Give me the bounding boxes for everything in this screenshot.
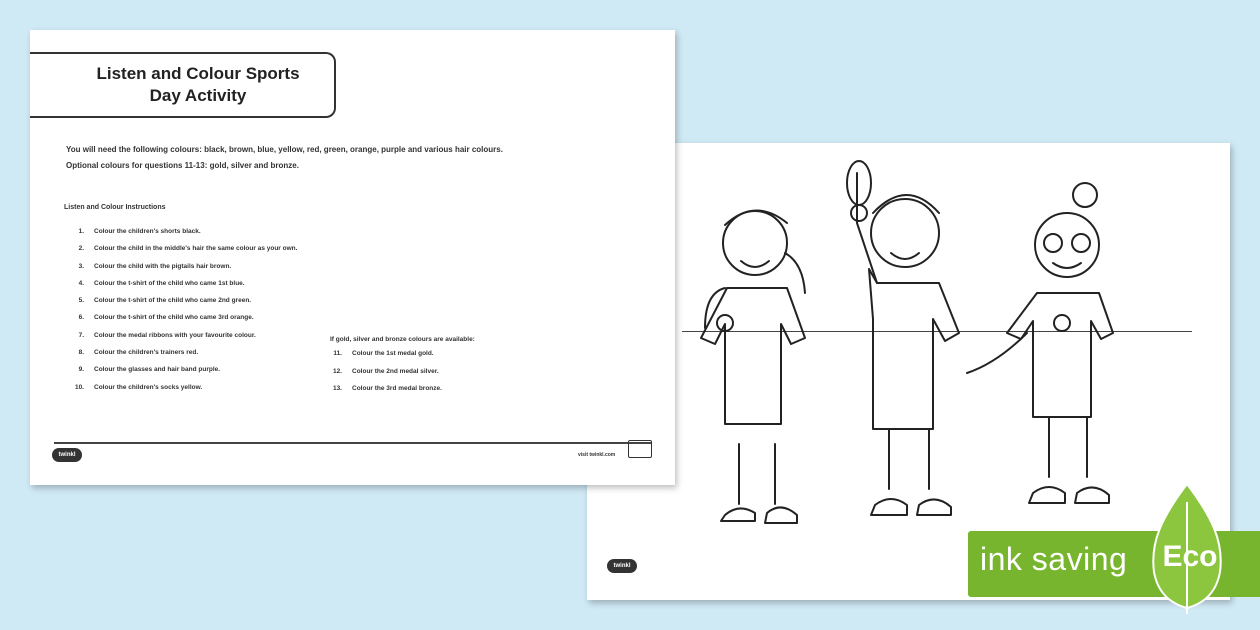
step-number: 6. [78, 314, 84, 322]
step-text: Colour the children's socks yellow. [94, 383, 203, 391]
footer-divider [54, 442, 651, 444]
intro-text [66, 142, 503, 174]
step-number: 9. [78, 366, 84, 374]
step-text: Colour the child with the pigtails hair brown. [94, 262, 232, 270]
ink-saving-text: ink saving [980, 541, 1128, 577]
step-text: Colour the child in the middle's hair the same colour as your own. [94, 245, 298, 253]
title-line-2: Day Activity [149, 86, 247, 105]
eco-label: Eco [1162, 540, 1218, 573]
child-middle [847, 161, 959, 515]
worksheet-title [62, 52, 336, 118]
step-text: Colour the medal ribbons with your favourite colour. [94, 331, 256, 339]
list-item [60, 349, 297, 366]
step-text: Colour the 2nd medal silver. [352, 367, 439, 375]
step-text: Colour the children's shorts black. [94, 228, 201, 235]
twinkl-logo: twinkl [607, 559, 637, 573]
child-right [967, 183, 1113, 503]
step-text: Colour the 1st medal gold. [352, 350, 434, 357]
twinkl-logo: twinkl [52, 448, 82, 462]
step-number: 2. [78, 245, 84, 253]
intro-line-1: You will need the following colours: black, brown, blue, yellow, red, green, orange, purple and various hair colours. [66, 145, 503, 154]
step-text: Colour the t-shirt of the child who came 3rd orange. [94, 314, 254, 322]
step-number: 5. [78, 297, 84, 305]
instructions-heading: Listen and Colour Instructions [64, 204, 166, 211]
step-number: 3. [78, 262, 84, 270]
list-item [60, 332, 297, 349]
children-illustration [587, 143, 1230, 543]
step-text: Colour the t-shirt of the child who came 2nd green. [94, 297, 252, 305]
footer-link: visit twinkl.com [578, 452, 616, 458]
step-number: 1. [78, 228, 84, 235]
list-item [60, 245, 297, 262]
list-item [60, 228, 297, 245]
step-number: 10. [74, 383, 84, 391]
step-number: 4. [78, 279, 84, 287]
list-item [60, 366, 297, 383]
step-number: 12. [332, 367, 342, 375]
intro-line-2: Optional colours for questions 11-13: gold, silver and bronze. [66, 161, 299, 170]
step-text: Colour the 3rd medal bronze. [352, 385, 442, 392]
footer-badge-icon [628, 440, 652, 458]
title-line-1: Listen and Colour Sports [96, 64, 300, 83]
list-item [60, 314, 297, 331]
step-number: 8. [78, 349, 84, 357]
list-item [60, 280, 297, 297]
child-left [701, 210, 805, 523]
list-item [60, 263, 297, 280]
list-item [60, 384, 297, 401]
step-number: 13. [332, 385, 342, 392]
list-item [326, 350, 442, 368]
instructions-worksheet [30, 30, 675, 485]
step-text: Colour the children's trainers red. [94, 349, 199, 357]
list-item [326, 385, 442, 403]
list-item [60, 297, 297, 314]
list-item [326, 368, 442, 386]
instruction-list [60, 228, 297, 401]
step-number: 11. [333, 350, 342, 357]
step-number: 7. [78, 331, 84, 339]
step-text: Colour the t-shirt of the child who came 1st blue. [94, 279, 245, 287]
optional-heading: If gold, silver and bronze colours are available: [330, 336, 475, 343]
optional-list [326, 350, 442, 403]
step-text: Colour the glasses and hair band purple. [94, 366, 221, 374]
title-edge [30, 52, 64, 118]
